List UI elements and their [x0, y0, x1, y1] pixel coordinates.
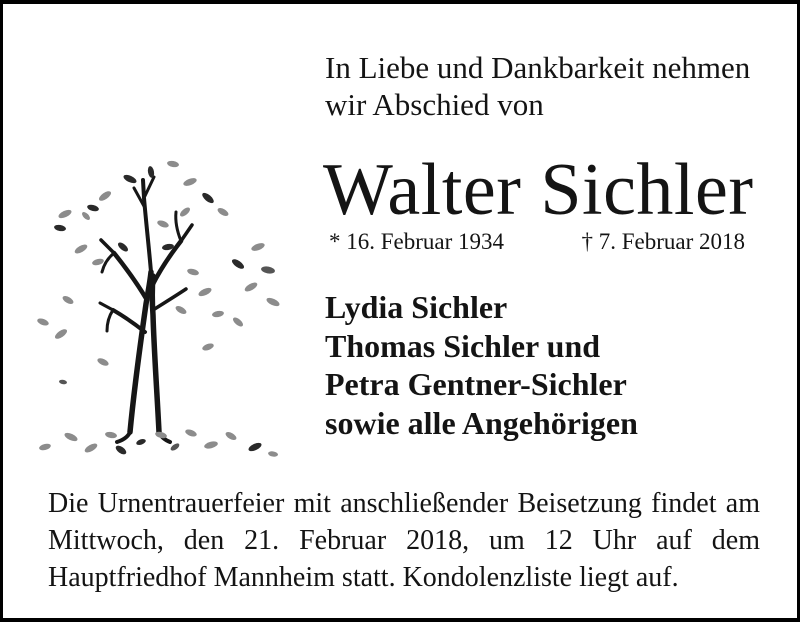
intro-line-1: In Liebe und Dankbarkeit nehmen [325, 50, 751, 85]
mourner-line: sowie alle Angehörigen [325, 404, 638, 441]
birth-date: * 16. Februar 1934 [329, 229, 505, 254]
mourner-line: Lydia Sichler [325, 289, 508, 325]
intro-line-2: wir Abschied von [325, 87, 544, 122]
deceased-name: Walter Sichler [323, 149, 754, 231]
mourners-list [325, 288, 638, 442]
mourner-line: Petra Gentner-Sichler [325, 366, 627, 402]
life-dates [329, 228, 745, 255]
tree-illustration [33, 152, 283, 462]
funeral-details: Die Urnentrauerfeier mit anschließender Beisetzung findet am Mittwoch, den 21. Februar 2018, um 12 Uhr auf dem Hauptfriedhof Mannheim statt. Kondolenzliste liegt auf. [48, 488, 760, 593]
death-date: † 7. Februar 2018 [581, 229, 745, 254]
farewell-intro [325, 49, 750, 123]
mourner-line: Thomas Sichler und [325, 327, 601, 364]
